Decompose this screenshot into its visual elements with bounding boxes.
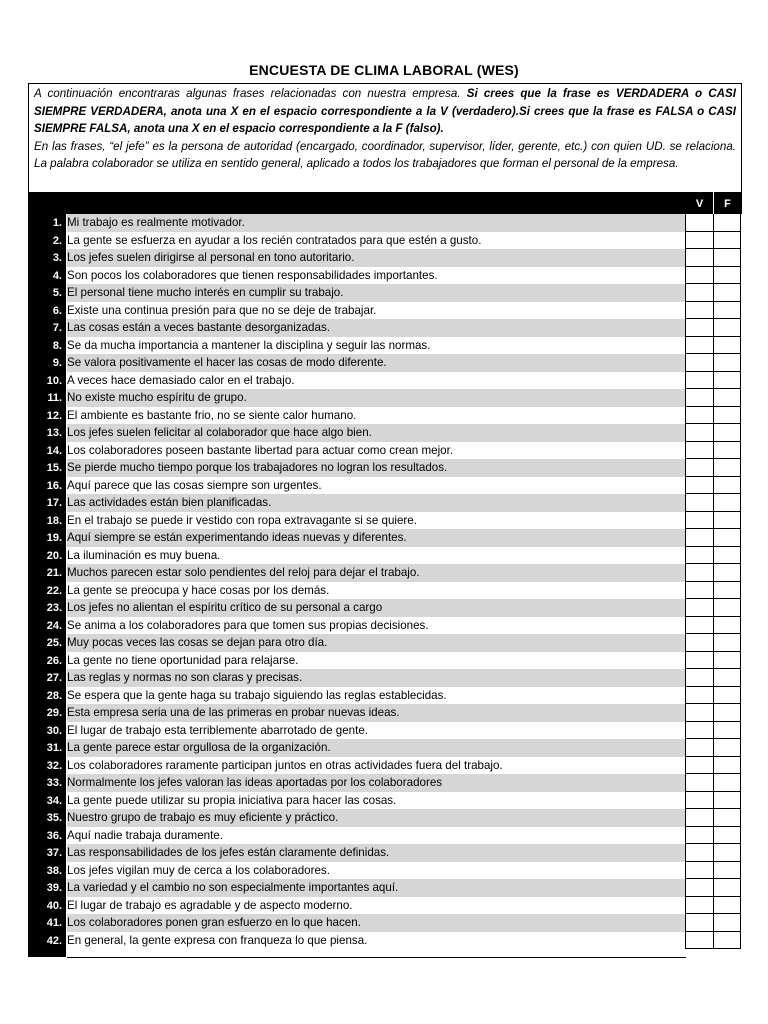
answer-box-true[interactable] <box>685 774 714 792</box>
item-number: 2. <box>52 234 62 247</box>
header-bar <box>28 192 742 214</box>
item-statement: Se espera que la gente haga su trabajo siguiendo las reglas establecidas. <box>67 688 447 702</box>
answer-box-false[interactable] <box>713 494 741 512</box>
answer-box-true[interactable] <box>685 424 714 442</box>
answer-box-false[interactable] <box>713 459 741 477</box>
answer-box-true[interactable] <box>685 442 714 460</box>
answer-box-true[interactable] <box>685 652 714 670</box>
item-statement: Esta empresa seria una de las primeras en probar nuevas ideas. <box>67 704 685 722</box>
item-number: 23. <box>46 602 62 614</box>
item-number: 39. <box>46 882 62 894</box>
item-statement: La gente se preocupa y hace cosas por los demás. <box>67 583 330 597</box>
answer-box-false[interactable] <box>713 669 741 687</box>
survey-item <box>0 512 768 530</box>
item-number: 15. <box>46 462 62 474</box>
survey-item <box>0 494 768 512</box>
survey-item <box>0 897 768 915</box>
survey-item <box>0 529 768 547</box>
answer-box-false[interactable] <box>713 232 741 250</box>
answer-box-true[interactable] <box>685 564 714 582</box>
item-statement: La gente parece estar orgullosa de la organización. <box>67 739 685 757</box>
item-statement: Los colaboradores ponen gran esfuerzo en lo que hacen. <box>67 914 685 932</box>
item-statement: El lugar de trabajo es agradable y de aspecto moderno. <box>67 898 353 912</box>
item-number: 27. <box>46 672 62 684</box>
answer-box-false[interactable] <box>713 739 741 757</box>
answer-box-false[interactable] <box>713 424 741 442</box>
answer-box-false[interactable] <box>713 652 741 670</box>
instructions-true-false: Si crees que la frase es VERDADERA o CASI SIEMPRE VERDADERA, anota una X en el espacio correspondiente a la V (verdadero).Si crees que la frase es FALSA o CASI SIEMPRE FALSA, anota una X en el espacio correspondiente a la F (falso). <box>34 87 736 136</box>
answer-box-true[interactable] <box>685 599 714 617</box>
item-statement: Se da mucha importancia a mantener la disciplina y seguir las normas. <box>67 338 431 352</box>
item-number: 6. <box>52 304 62 317</box>
answer-box-true[interactable] <box>685 372 714 390</box>
survey-item <box>0 914 768 932</box>
item-statement: Normalmente los jefes valoran las ideas aportadas por los colaboradores <box>67 774 685 792</box>
item-number: 40. <box>46 899 62 912</box>
survey-item <box>0 599 768 617</box>
answer-box-true[interactable] <box>685 617 714 635</box>
instructions-definitions: En las frases, “el jefe” es la persona de autoridad (encargado, coordinador, supervisor, líder, gerente, etc.) con quien UD. se relaciona. La palabra colaborador se utiliza en sentido general, aplicado a todos los trabajadores que forman el personal de la empresa. <box>34 139 736 171</box>
answer-box-false[interactable] <box>713 687 741 705</box>
answer-box-false[interactable] <box>713 932 741 950</box>
item-number: 38. <box>46 864 62 877</box>
answer-box-true[interactable] <box>685 284 714 302</box>
answer-box-true[interactable] <box>685 494 714 512</box>
item-number: 28. <box>46 689 62 702</box>
item-number: 17. <box>46 497 62 509</box>
item-number: 26. <box>46 654 62 667</box>
item-number: 29. <box>46 707 62 719</box>
answer-box-true[interactable] <box>685 914 714 932</box>
item-number: 13. <box>46 427 62 439</box>
item-statement: Las actividades están bien planificadas. <box>67 494 685 512</box>
item-number: 30. <box>46 724 62 737</box>
column-v-header: V <box>695 198 704 210</box>
answer-box-true[interactable] <box>685 704 714 722</box>
answer-box-true[interactable] <box>685 529 714 547</box>
item-statement: El lugar de trabajo esta terriblemente abarrotado de gente. <box>67 723 368 737</box>
survey-item <box>0 669 768 687</box>
survey-item <box>0 704 768 722</box>
item-statement: Aquí nadie trabaja duramente. <box>67 828 223 842</box>
item-statement: La variedad y el cambio no son especialmente importantes aquí. <box>67 879 685 897</box>
answer-box-false[interactable] <box>713 372 741 390</box>
item-number: 14. <box>46 444 62 457</box>
survey-item <box>0 879 768 897</box>
instructions <box>28 83 742 192</box>
item-statement: El ambiente es bastante frio, no se siente calor humano. <box>67 408 357 422</box>
item-statement: No existe mucho espíritu de grupo. <box>67 389 685 407</box>
answer-box-false[interactable] <box>713 774 741 792</box>
column-f-header: F <box>724 198 731 210</box>
survey-item <box>0 337 768 355</box>
item-number: 36. <box>46 829 62 842</box>
survey-item <box>0 652 768 670</box>
answer-box-false[interactable] <box>713 827 741 845</box>
answer-box-false[interactable] <box>713 512 741 530</box>
answer-box-true[interactable] <box>685 512 714 530</box>
answer-box-true[interactable] <box>685 249 714 267</box>
item-number: 1. <box>52 217 62 229</box>
item-statement: Nuestro grupo de trabajo es muy eficiente y práctico. <box>67 809 685 827</box>
item-number: 41. <box>46 917 62 929</box>
survey-item <box>0 757 768 775</box>
survey-item <box>0 617 768 635</box>
item-statement: La iluminación es muy buena. <box>67 548 221 562</box>
item-statement: Aquí siempre se están experimentando ideas nuevas y diferentes. <box>67 529 685 547</box>
item-number: 7. <box>52 322 62 334</box>
item-statement: La gente se esfuerza en ayudar a los recién contratados para que estén a gusto. <box>67 233 482 247</box>
item-statement: Se anima a los colaboradores para que tomen sus propias decisiones. <box>67 618 429 632</box>
survey-item <box>0 459 768 477</box>
answer-box-false[interactable] <box>713 599 741 617</box>
survey-item <box>0 722 768 740</box>
survey-item <box>0 407 768 425</box>
survey-item <box>0 232 768 250</box>
answer-box-true[interactable] <box>685 389 714 407</box>
table-bottom-line <box>67 957 686 958</box>
item-statement: El personal tiene mucho interés en cumplir su trabajo. <box>67 284 685 302</box>
survey-item <box>0 354 768 372</box>
survey-item <box>0 844 768 862</box>
survey-item <box>0 582 768 600</box>
item-statement: Los jefes suelen felicitar al colaborador que hace algo bien. <box>67 424 685 442</box>
page-title: ENCUESTA DE CLIMA LABORAL (WES) <box>249 62 519 78</box>
answer-box-false[interactable] <box>713 634 741 652</box>
survey-item <box>0 792 768 810</box>
answer-box-true[interactable] <box>685 337 714 355</box>
answer-box-true[interactable] <box>685 757 714 775</box>
answer-box-true[interactable] <box>685 932 714 950</box>
item-number: 35. <box>46 812 62 824</box>
item-statement: La gente no tiene oportunidad para relajarse. <box>67 653 299 667</box>
survey-item <box>0 739 768 757</box>
instructions-intro: A continuación encontraras algunas frases relacionadas con nuestra empresa. <box>34 87 467 100</box>
answer-box-true[interactable] <box>685 792 714 810</box>
item-number: 8. <box>52 339 62 352</box>
item-number: 4. <box>52 269 62 282</box>
item-number: 31. <box>46 742 62 754</box>
survey-item <box>0 932 768 950</box>
answer-box-true[interactable] <box>685 862 714 880</box>
item-statement: Los jefes no alientan el espíritu crítico de su personal a cargo <box>67 599 685 617</box>
survey-item <box>0 372 768 390</box>
survey-item <box>0 267 768 285</box>
survey-item <box>0 862 768 880</box>
answer-box-false[interactable] <box>713 547 741 565</box>
item-statement: En general, la gente expresa con franqueza lo que piensa. <box>67 933 368 947</box>
item-statement: Mi trabajo es realmente motivador. <box>67 214 685 232</box>
survey-item <box>0 564 768 582</box>
answer-box-false[interactable] <box>713 844 741 862</box>
answer-box-true[interactable] <box>685 232 714 250</box>
item-number: 16. <box>46 479 62 492</box>
item-number: 3. <box>52 252 62 264</box>
answer-box-false[interactable] <box>713 792 741 810</box>
survey-item <box>0 424 768 442</box>
item-statement: Existe una continua presión para que no se deje de trabajar. <box>67 303 377 317</box>
answer-box-false[interactable] <box>713 337 741 355</box>
survey-item <box>0 302 768 320</box>
answer-box-true[interactable] <box>685 407 714 425</box>
survey-items <box>0 214 768 949</box>
item-number: 37. <box>46 847 62 859</box>
item-number: 5. <box>52 287 62 299</box>
item-statement: Se pierde mucho tiempo porque los trabajadores no logran los resultados. <box>67 459 685 477</box>
answer-box-false[interactable] <box>713 617 741 635</box>
answer-box-true[interactable] <box>685 827 714 845</box>
item-statement: A veces hace demasiado calor en el trabajo. <box>67 373 295 387</box>
answer-box-false[interactable] <box>713 319 741 337</box>
item-statement: Los colaboradores poseen bastante libertad para actuar como crean mejor. <box>67 443 454 457</box>
item-statement: Muchos parecen estar solo pendientes del reloj para dejar el trabajo. <box>67 564 685 582</box>
answer-box-false[interactable] <box>713 704 741 722</box>
item-statement: Aquí parece que las cosas siempre son urgentes. <box>67 478 322 492</box>
survey-item <box>0 634 768 652</box>
survey-item <box>0 687 768 705</box>
answer-box-true[interactable] <box>685 634 714 652</box>
answer-box-false[interactable] <box>713 862 741 880</box>
item-number: 32. <box>46 759 62 772</box>
survey-item <box>0 214 768 232</box>
answer-box-true[interactable] <box>685 319 714 337</box>
item-statement: Los colaboradores raramente participan juntos en otras actividades fuera del trabajo. <box>67 758 503 772</box>
item-number: 21. <box>46 567 62 579</box>
answer-box-true[interactable] <box>685 809 714 827</box>
answer-box-true[interactable] <box>685 302 714 320</box>
item-statement: La gente puede utilizar su propia iniciativa para hacer las cosas. <box>67 793 397 807</box>
answer-box-true[interactable] <box>685 879 714 897</box>
answer-box-true[interactable] <box>685 844 714 862</box>
item-number: 24. <box>46 619 62 632</box>
answer-box-false[interactable] <box>713 564 741 582</box>
answer-box-false[interactable] <box>713 267 741 285</box>
answer-box-false[interactable] <box>713 354 741 372</box>
answer-box-true[interactable] <box>685 739 714 757</box>
item-number: 42. <box>46 934 62 947</box>
survey-item <box>0 249 768 267</box>
answer-box-true[interactable] <box>685 669 714 687</box>
item-statement: Las reglas y normas no son claras y precisas. <box>67 669 685 687</box>
item-number: 12. <box>46 409 62 422</box>
survey-item <box>0 547 768 565</box>
item-number: 10. <box>46 374 62 387</box>
answer-box-false[interactable] <box>713 722 741 740</box>
answer-box-true[interactable] <box>685 687 714 705</box>
item-statement: Muy pocas veces las cosas se dejan para otro día. <box>67 634 685 652</box>
item-number: 25. <box>46 637 62 649</box>
answer-box-true[interactable] <box>685 267 714 285</box>
item-number: 18. <box>46 514 62 527</box>
item-statement: Son pocos los colaboradores que tienen responsabilidades importantes. <box>67 268 438 282</box>
answer-box-false[interactable] <box>713 389 741 407</box>
survey-item <box>0 827 768 845</box>
answer-box-true[interactable] <box>685 477 714 495</box>
answer-box-true[interactable] <box>685 722 714 740</box>
answer-box-false[interactable] <box>713 809 741 827</box>
item-number: 33. <box>46 777 62 789</box>
answer-box-false[interactable] <box>713 302 741 320</box>
item-statement: Las responsabilidades de los jefes están claramente definidas. <box>67 844 685 862</box>
item-number: 34. <box>46 794 62 807</box>
answer-box-true[interactable] <box>685 897 714 915</box>
item-number: 20. <box>46 549 62 562</box>
item-statement: En el trabajo se puede ir vestido con ropa extravagante si se quiere. <box>67 513 417 527</box>
answer-box-false[interactable] <box>713 757 741 775</box>
item-statement: Los jefes vigilan muy de cerca a los colaboradores. <box>67 863 330 877</box>
item-statement: Los jefes suelen dirigirse al personal en tono autoritario. <box>67 249 685 267</box>
item-statement: Se valora positivamente el hacer las cosas de modo diferente. <box>67 354 685 372</box>
answer-box-false[interactable] <box>713 214 741 232</box>
survey-item <box>0 319 768 337</box>
answer-box-true[interactable] <box>685 214 714 232</box>
answer-box-true[interactable] <box>685 582 714 600</box>
answer-box-false[interactable] <box>713 249 741 267</box>
survey-item <box>0 442 768 460</box>
item-statement: Las cosas están a veces bastante desorganizadas. <box>67 319 685 337</box>
item-number: 9. <box>52 357 62 369</box>
answer-box-false[interactable] <box>713 897 741 915</box>
item-number: 19. <box>46 532 62 544</box>
item-number: 11. <box>47 392 62 404</box>
answer-box-false[interactable] <box>713 582 741 600</box>
answer-box-false[interactable] <box>713 914 741 932</box>
answer-box-false[interactable] <box>713 477 741 495</box>
survey-item <box>0 477 768 495</box>
answer-box-false[interactable] <box>713 284 741 302</box>
answer-box-true[interactable] <box>685 354 714 372</box>
answer-box-false[interactable] <box>713 442 741 460</box>
survey-item <box>0 284 768 302</box>
survey-item <box>0 809 768 827</box>
item-number: 22. <box>46 584 62 597</box>
survey-item <box>0 774 768 792</box>
answer-box-true[interactable] <box>685 459 714 477</box>
answer-box-false[interactable] <box>713 529 741 547</box>
answer-box-false[interactable] <box>713 407 741 425</box>
survey-item <box>0 389 768 407</box>
answer-box-false[interactable] <box>713 879 741 897</box>
answer-box-true[interactable] <box>685 547 714 565</box>
